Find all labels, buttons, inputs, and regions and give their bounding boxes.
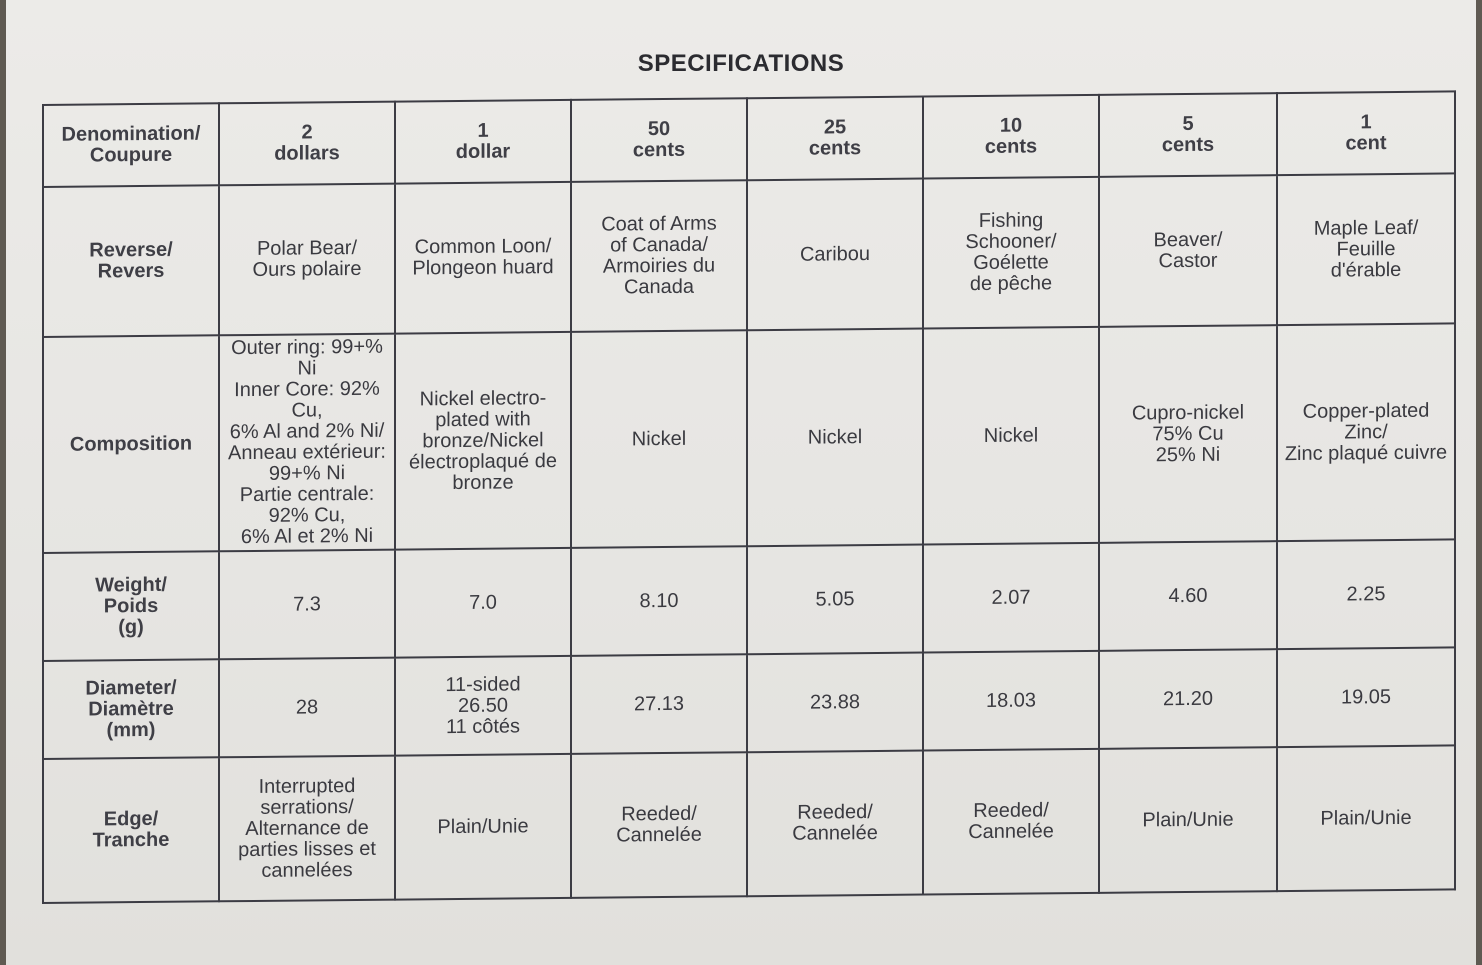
cell-text-line: cents [632,138,686,162]
cell-text-line: de pêche [969,272,1053,296]
composition-cell [395,332,571,550]
cell-text-line: (mm) [106,718,156,741]
cell-text-line: Weight/ [95,573,167,596]
cell-text-line: Partie centrale: [239,482,375,507]
cell-text-line: 92% Cu, [268,504,346,527]
cell-text-line: Coupure [89,143,173,167]
cell-text-line: 5.05 [815,587,855,611]
cell-text-line: Beaver/ [1153,228,1223,252]
row-header-composition [43,335,219,553]
cell-text-line: 10 [999,114,1023,137]
cell-text-line: Polar Bear/ [256,236,358,260]
cell-text-line: serrations/ [260,795,354,819]
reverse-cell [1099,175,1277,327]
edge-cell [219,756,395,902]
reverse-cell [747,179,923,331]
cell-text-line: Copper-plated Zinc/ [1302,399,1430,443]
table-row-denomination [43,91,1455,187]
table-row-diameter [43,647,1455,759]
cell-text-line: Denomination/ [61,122,201,146]
diameter-cell [747,653,923,753]
cell-text-line: Composition [69,432,193,456]
diameter-cell [1099,649,1277,749]
cell-text-line: Nickel electro- [419,386,547,410]
edge-cell [571,752,747,898]
cell-text-line: Fishing [978,209,1044,233]
cell-text-line: Schooner/ [965,230,1057,254]
cell-text-line: bronze [452,470,514,494]
cell-text-line: Cannelée [792,821,878,845]
cell-text-line: 21.20 [1162,687,1214,710]
cell-text-line: 27.13 [633,692,685,715]
composition-cell [1277,323,1455,541]
cell-text-line: Common Loon/ [414,235,552,259]
composition-cell [747,329,923,547]
cell-text-line: Diamètre [88,697,174,721]
table-row-edge [43,745,1455,903]
composition-cell [923,327,1099,545]
cell-text-line: Nickel [983,423,1039,447]
weight-cell [219,550,395,660]
spec-card [6,0,1476,965]
cell-text-line: Castor [1158,249,1218,273]
diameter-cell [395,656,571,756]
cell-text-line: 8.10 [639,589,679,612]
denomination-2-dollars [219,102,395,186]
cell-text-line: Reeded/ [973,799,1049,823]
cell-text-line: Cannelée [616,823,702,847]
denomination-5-cents [1099,93,1277,177]
denomination-1-dollar [395,100,571,184]
cell-text-line: 25 [823,116,847,139]
cell-text-line: Plain/Unie [1320,806,1412,830]
row-header-edge [43,757,219,903]
cell-text-line: Tranche [92,828,170,852]
reverse-cell [923,177,1099,329]
cell-text-line: plated with [435,407,531,431]
cell-text-line: 4.60 [1168,584,1208,607]
cell-text-line: Nickel [631,427,687,450]
edge-cell [395,754,571,900]
cell-text-line: 1 [1360,111,1372,134]
denomination-50-cents [571,98,747,182]
diameter-cell [923,651,1099,751]
cell-text-line: cannelées [261,858,353,882]
cell-text-line: Goélette [973,251,1049,275]
cell-text-line: of Canada/ [610,233,708,257]
row-header-reverse [43,185,219,337]
weight-cell [395,548,571,658]
cell-text-line: Reverse/ [89,238,173,262]
edge-cell [1099,747,1277,893]
cell-text-line: Coat of Arms [601,212,717,236]
cell-text-line: 99+% Ni [268,462,346,485]
cell-text-line: Diameter/ [85,676,177,700]
cell-text-line: 5 [1182,112,1194,136]
cell-text-line: cents [808,137,862,160]
cell-text-line: 7.3 [293,592,321,616]
cell-text-line: 18.03 [985,688,1037,712]
cell-text-line: Feuille [1336,237,1396,261]
diameter-cell [219,658,395,758]
cell-text-line: électroplaqué de [409,449,557,473]
edge-cell [923,749,1099,895]
diameter-cell [1277,647,1455,747]
cell-text-line: Ours polaire [252,257,362,281]
cell-text-line: Edge/ [103,807,159,831]
cell-text-line: 11 côtés [445,714,521,738]
cell-text-line: Plain/Unie [437,814,529,838]
cell-text-line: Outer ring: 99+% Ni [231,335,383,380]
cell-text-line: 2.25 [1346,582,1386,605]
cell-text-line: dollars [274,142,340,165]
cell-text-line: Cannelée [968,820,1054,844]
cell-text-line: 25% Ni [1155,443,1221,466]
denomination-1-cent [1277,91,1455,175]
weight-cell [1099,541,1277,651]
cell-text-line: Reeded/ [797,801,873,824]
cell-text-line: 6% Al et 2% Ni [240,524,374,549]
cell-text-line: Caribou [799,242,871,266]
cell-text-line: 7.0 [469,591,497,614]
cell-text-line: Canada [623,275,695,299]
cell-text-line: cents [984,135,1038,158]
cell-text-line: 2.07 [991,586,1031,609]
cell-text-line: 6% Al and 2% Ni/ [229,419,385,444]
row-header-diameter [43,659,219,759]
composition-cell [571,330,747,548]
cell-text-line: Revers [97,259,165,283]
cell-text-line: cent [1345,132,1387,155]
page-title: SPECIFICATIONS [637,50,845,77]
cell-text-line: parties lisses et [238,837,376,861]
cell-text-line: Plongeon huard [412,256,554,280]
cell-text-line: Interrupted [258,774,356,798]
cell-text-line: 11-sided [445,672,521,696]
cell-text-line: Nickel [807,425,863,449]
table-row-reverse [43,173,1455,337]
edge-cell [1277,745,1455,891]
reverse-cell [571,180,747,332]
cell-text-line: 1 [477,119,489,142]
cell-text-line: Armoiries du [602,254,716,278]
cell-text-line: 2 [301,121,313,144]
denomination-10-cents [923,95,1099,179]
cell-text-line: Alternance de [245,816,369,840]
cell-text-line: 26.50 [457,694,509,717]
cell-text-line: 75% Cu [1152,422,1224,445]
specifications-table [42,90,1456,904]
weight-cell [571,546,747,656]
cell-text-line: Anneau extérieur: [228,440,386,465]
cell-text-line: Reeded/ [621,802,697,826]
weight-cell [923,543,1099,653]
weight-cell [1277,539,1455,649]
cell-text-line: dollar [455,140,511,164]
cell-text-line: (g) [118,615,144,638]
cell-text-line: 19.05 [1340,685,1392,709]
cell-text-line: Maple Leaf/ [1313,216,1419,240]
cell-text-line: bronze/Nickel [422,428,544,452]
cell-text-line: cents [1161,133,1215,157]
row-header-denomination [43,103,219,187]
cell-text-line: Inner Core: 92% Cu, [234,377,380,422]
cell-text-line: 50 [647,117,671,141]
reverse-cell [1277,173,1455,325]
table-row-composition [43,323,1455,553]
denomination-25-cents [747,97,923,181]
composition-cell [1099,325,1277,543]
cell-text-line: d'érable [1330,258,1402,282]
cell-text-line: 28 [295,695,319,719]
reverse-cell [395,182,571,334]
diameter-cell [571,654,747,754]
composition-cell [219,334,395,552]
cell-text-line: Poids [103,594,159,617]
cell-text-line: 23.88 [809,690,861,714]
cell-text-line: Plain/Unie [1142,808,1234,831]
row-header-weight [43,551,219,661]
weight-cell [747,545,923,655]
reverse-cell [219,184,395,336]
cell-text-line: Cupro-nickel [1131,400,1245,425]
cell-text-line: Zinc plaqué cuivre [1284,441,1448,465]
edge-cell [747,751,923,897]
table-row-weight [43,539,1455,661]
